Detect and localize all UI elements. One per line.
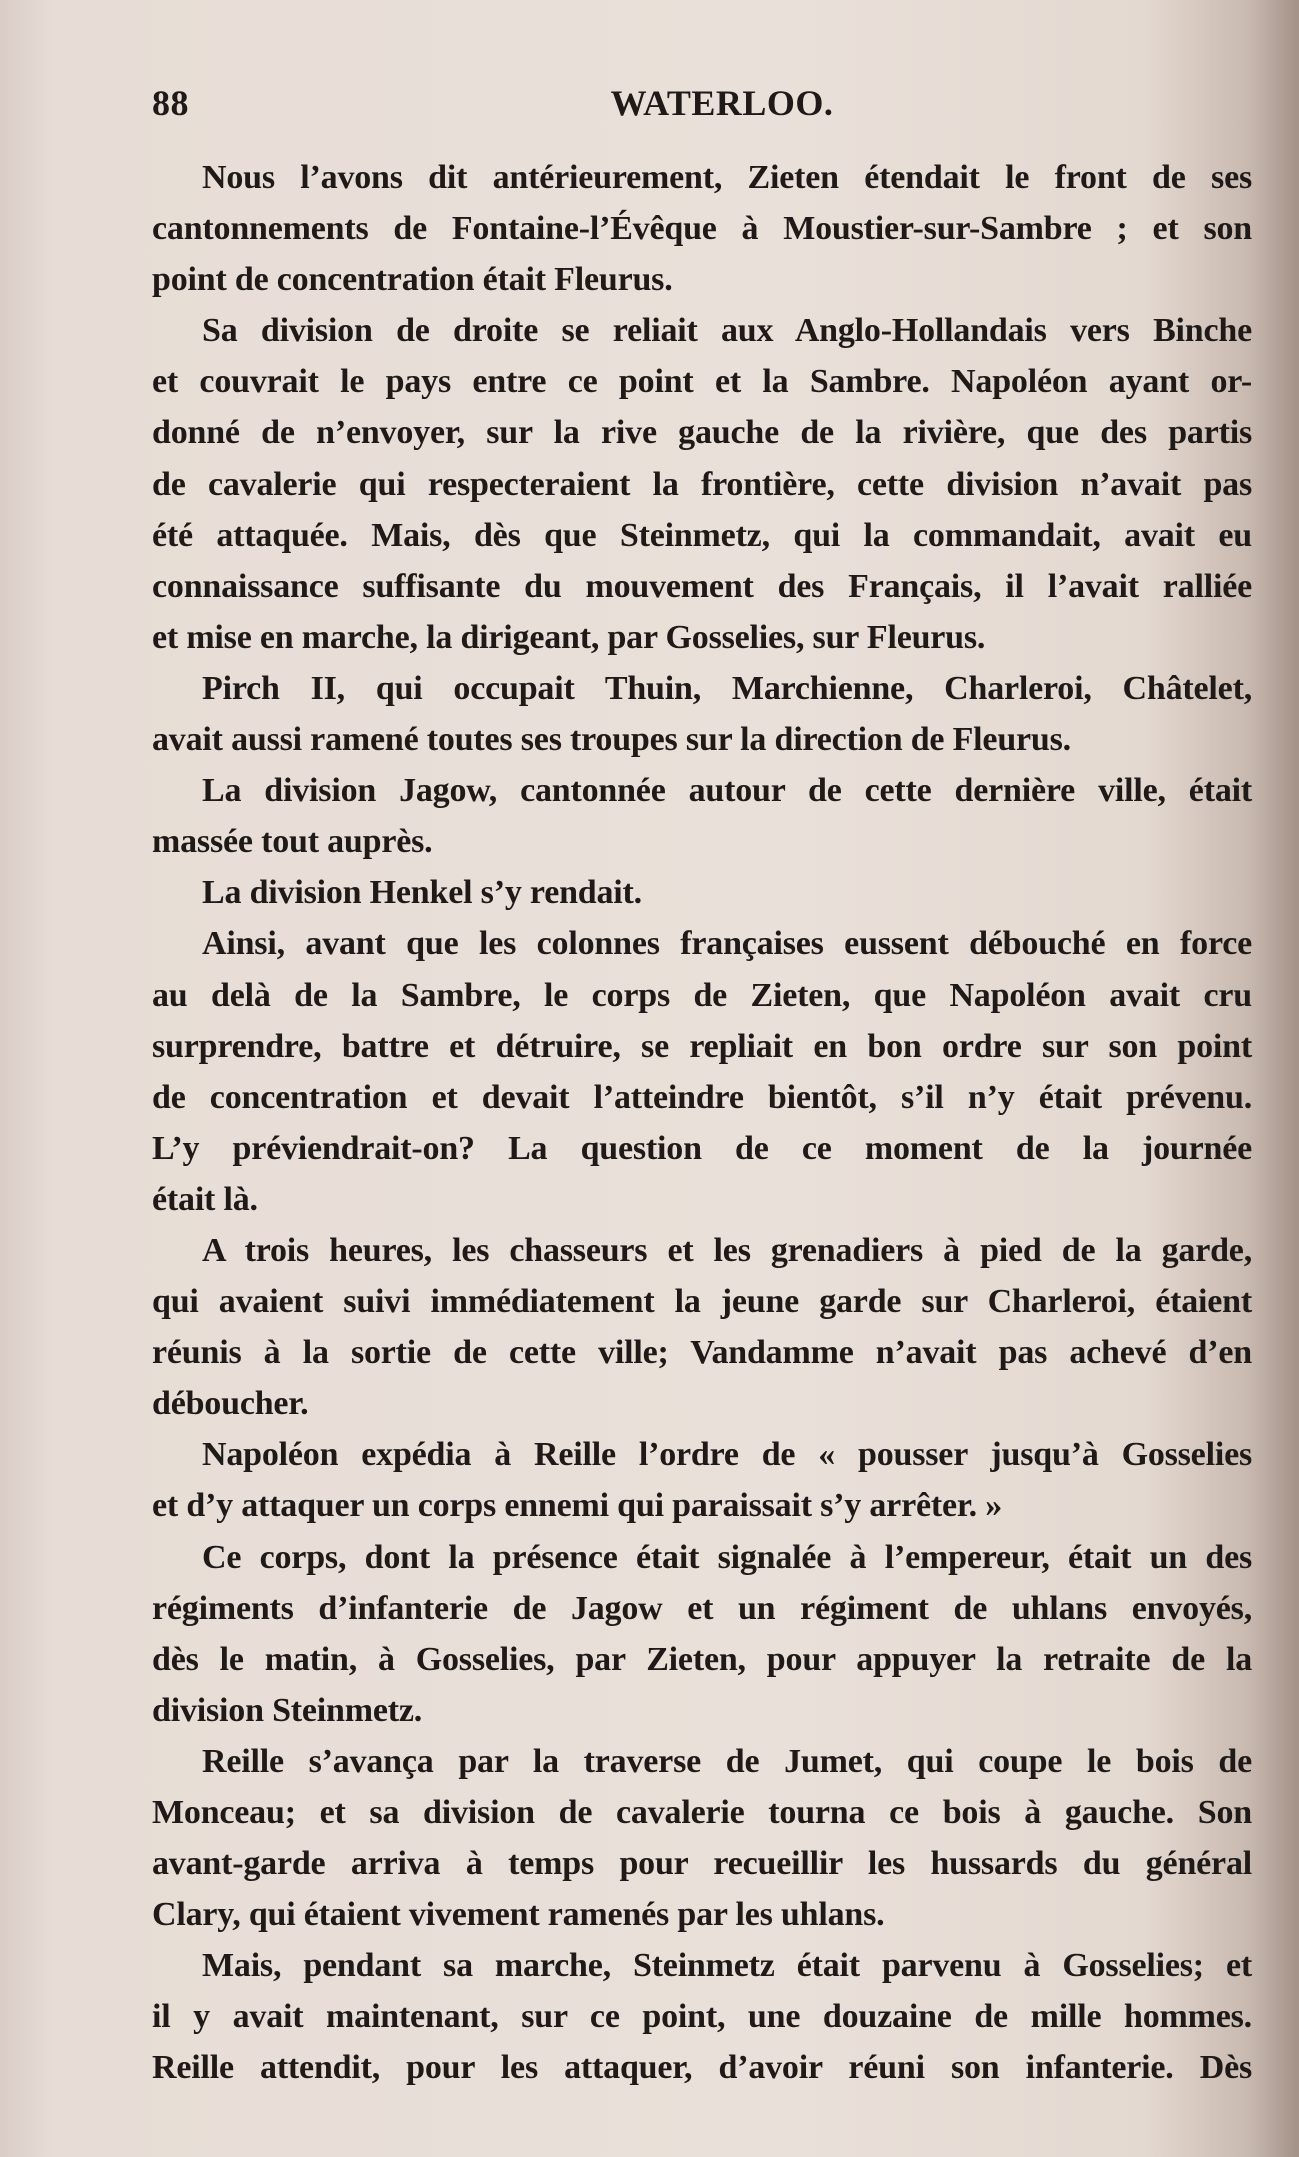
text-line: massée tout auprès. [152, 823, 433, 861]
text-line: il y avait maintenant, sur ce point, une douzaine de mille hommes. [152, 1998, 1252, 2036]
text-line: était là. [152, 1180, 258, 1218]
text-line: avant-garde arriva à temps pour recueillir les hussards du général [152, 1845, 1252, 1883]
text-line: Reille attendit, pour les attaquer, d’avoir réuni son infanterie. Dès [152, 2049, 1252, 2087]
text-line: Clary, qui étaient vivement ramenés par les uhlans. [152, 1896, 885, 1934]
text-line: dès le matin, à Gosselies, par Zieten, pour appuyer la retraite de la [152, 1640, 1252, 1678]
paragraph [152, 663, 1252, 765]
text-line: régiments d’infanterie de Jagow et un régiment de uhlans envoyés, [152, 1589, 1252, 1627]
text-line: déboucher. [152, 1385, 309, 1423]
text-line: La division Henkel s’y rendait. [202, 874, 642, 912]
text-line: et couvrait le pays entre ce point et la Sambre. Napoléon ayant or- [152, 363, 1252, 401]
paragraph [152, 765, 1252, 867]
text-line: Napoléon expédia à Reille l’ordre de « pousser jusqu’à Gosselies [202, 1436, 1252, 1474]
paragraph [152, 918, 1252, 1225]
text-line: Sa division de droite se reliait aux Anglo-Hollandais vers Binche [202, 312, 1252, 350]
paragraph [152, 1429, 1252, 1531]
text-line: Pirch II, qui occupait Thuin, Marchienne, Charleroi, Châtelet, [202, 669, 1252, 707]
text-line: et d’y attaquer un corps ennemi qui paraissait s’y arrêter. » [152, 1487, 1003, 1525]
text-line: A trois heures, les chasseurs et les grenadiers à pied de la garde, [202, 1231, 1252, 1269]
text-line: été attaquée. Mais, dès que Steinmetz, qui la commandait, avait eu [152, 516, 1252, 554]
text-line: avait aussi ramené toutes ses troupes sur la direction de Fleurus. [152, 721, 1071, 759]
text-line: surprendre, battre et détruire, se repliait en bon ordre sur son point [152, 1027, 1252, 1065]
text-line: Reille s’avança par la traverse de Jumet, qui coupe le bois de [202, 1742, 1252, 1780]
paragraph [152, 1940, 1252, 2093]
running-header [152, 82, 1252, 132]
paragraph [152, 867, 1252, 918]
text-line: point de concentration était Fleurus. [152, 261, 673, 299]
paragraph [152, 152, 1252, 305]
text-line: donné de n’envoyer, sur la rive gauche de la rivière, que des partis [152, 414, 1252, 452]
paragraph [152, 305, 1252, 663]
running-title: WATERLOO. [610, 83, 834, 123]
page-body-text [152, 152, 1252, 2094]
paragraph [152, 1225, 1252, 1429]
text-line: Monceau; et sa division de cavalerie tourna ce bois à gauche. Son [152, 1794, 1252, 1831]
text-line: de concentration et devait l’atteindre bientôt, s’il n’y était prévenu. [152, 1078, 1252, 1116]
text-line: réunis à la sortie de cette ville; Vandamme n’avait pas achevé d’en [152, 1334, 1252, 1372]
text-line: Nous l’avons dit antérieurement, Zieten étendait le front de ses [202, 159, 1252, 196]
paragraph [152, 1532, 1252, 1736]
text-line: et mise en marche, la dirigeant, par Gosselies, sur Fleurus. [152, 618, 986, 656]
text-line: Ce corps, dont la présence était signalée à l’empereur, était un des [202, 1538, 1252, 1576]
text-line: au delà de la Sambre, le corps de Zieten, que Napoléon avait cru [152, 976, 1252, 1014]
text-line: connaissance suffisante du mouvement des Français, il l’avait ralliée [152, 567, 1252, 605]
text-line: division Steinmetz. [152, 1691, 423, 1729]
text-line: qui avaient suivi immédiatement la jeune garde sur Charleroi, étaient [152, 1283, 1252, 1321]
text-line: de cavalerie qui respecteraient la frontière, cette division n’avait pas [152, 465, 1252, 503]
paragraph [152, 1736, 1252, 1940]
page-number: 88 [152, 83, 189, 123]
text-line: La division Jagow, cantonnée autour de cette dernière ville, était [202, 772, 1252, 810]
text-line: L’y préviendrait-on? La question de ce moment de la journée [152, 1129, 1252, 1167]
text-line: cantonnements de Fontaine-l’Évêque à Moustier-sur-Sambre ; et son [152, 210, 1252, 248]
text-line: Mais, pendant sa marche, Steinmetz était parvenu à Gosselies; et [202, 1947, 1252, 1985]
text-line: Ainsi, avant que les colonnes françaises eussent débouché en force [202, 925, 1252, 963]
